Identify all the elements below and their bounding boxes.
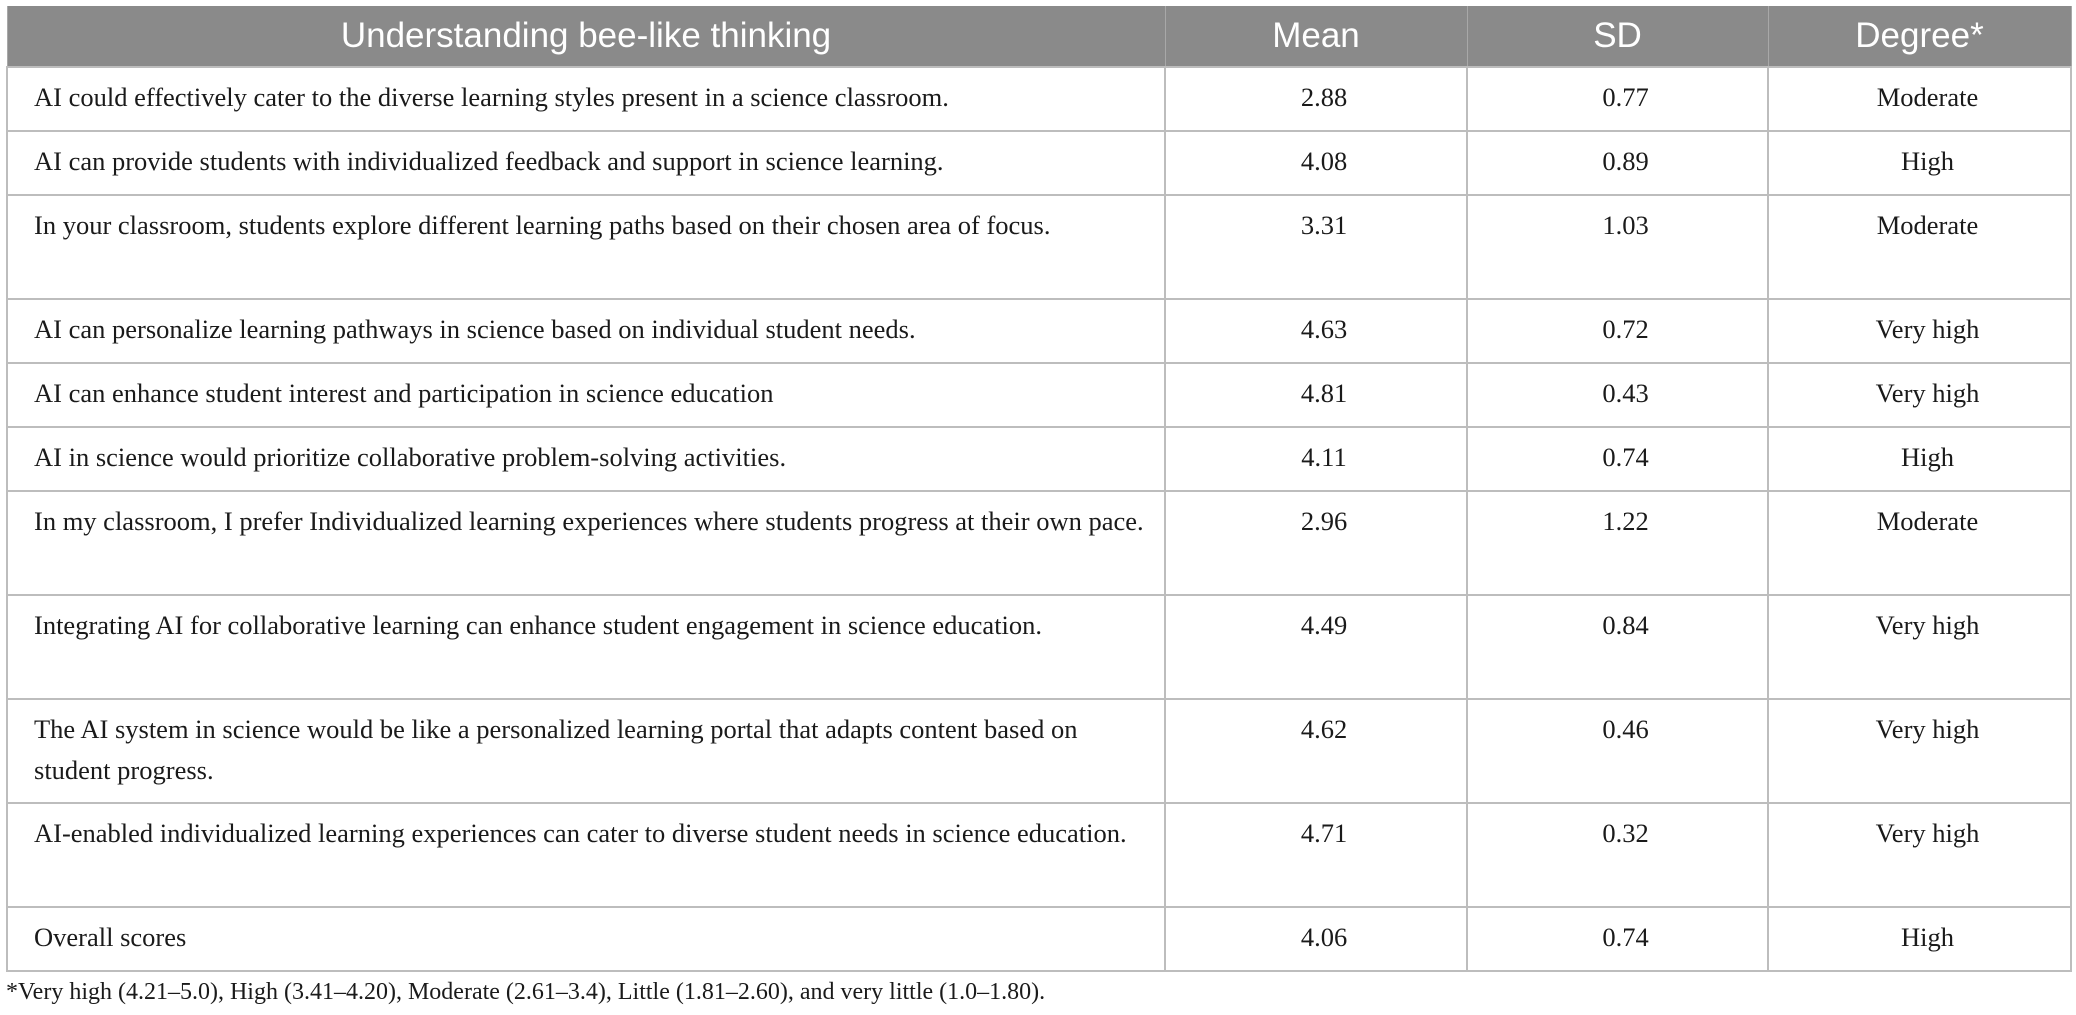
header-degree: Degree*	[1768, 6, 2071, 67]
statement-cell: AI can enhance student interest and participation in science education	[7, 363, 1165, 427]
degree-cell: Very high	[1768, 803, 2071, 907]
statement-cell: Integrating AI for collaborative learning can enhance student engagement in science education.	[7, 595, 1165, 699]
degree-cell: High	[1768, 427, 2071, 491]
mean-cell: 3.31	[1165, 195, 1467, 299]
table-row	[7, 699, 2071, 803]
table-row	[7, 195, 2071, 299]
table-row	[7, 299, 2071, 363]
degree-cell: High	[1768, 907, 2071, 971]
sd-cell: 1.22	[1467, 491, 1768, 595]
header-mean: Mean	[1165, 6, 1467, 67]
table-row	[7, 803, 2071, 907]
results-table	[6, 6, 2072, 972]
sd-cell: 0.84	[1467, 595, 1768, 699]
mean-cell: 4.11	[1165, 427, 1467, 491]
mean-cell: 2.96	[1165, 491, 1467, 595]
table-row	[7, 427, 2071, 491]
degree-cell: Very high	[1768, 363, 2071, 427]
results-table-wrapper	[6, 6, 2070, 972]
table-row	[7, 595, 2071, 699]
statement-cell: In my classroom, I prefer Individualized learning experiences where students progress at their own pace.	[7, 491, 1165, 595]
statement-cell: The AI system in science would be like a personalized learning portal that adapts content based on student progress.	[7, 699, 1165, 803]
table-row	[7, 67, 2071, 131]
mean-cell: 4.49	[1165, 595, 1467, 699]
table-footnote: *Very high (4.21–5.0), High (3.41–4.20), Moderate (2.61–3.4), Little (1.81–2.60), and very little (1.0–1.80).	[6, 979, 1046, 1005]
mean-cell: 4.81	[1165, 363, 1467, 427]
sd-cell: 0.89	[1467, 131, 1768, 195]
degree-cell: Moderate	[1768, 195, 2071, 299]
degree-cell: Very high	[1768, 299, 2071, 363]
degree-cell: Very high	[1768, 595, 2071, 699]
statement-cell: Overall scores	[7, 907, 1165, 971]
statement-cell: AI can personalize learning pathways in science based on individual student needs.	[7, 299, 1165, 363]
sd-cell: 0.74	[1467, 427, 1768, 491]
statement-cell: In your classroom, students explore different learning paths based on their chosen area of focus.	[7, 195, 1165, 299]
degree-cell: High	[1768, 131, 2071, 195]
mean-cell: 4.06	[1165, 907, 1467, 971]
table-row	[7, 363, 2071, 427]
table-header-row	[7, 6, 2071, 67]
statement-cell: AI can provide students with individualized feedback and support in science learning.	[7, 131, 1165, 195]
mean-cell: 4.62	[1165, 699, 1467, 803]
degree-cell: Moderate	[1768, 491, 2071, 595]
degree-cell: Moderate	[1768, 67, 2071, 131]
header-statement: Understanding bee-like thinking	[7, 6, 1165, 67]
sd-cell: 0.74	[1467, 907, 1768, 971]
sd-cell: 0.46	[1467, 699, 1768, 803]
statement-cell: AI-enabled individualized learning experiences can cater to diverse student needs in science education.	[7, 803, 1165, 907]
mean-cell: 2.88	[1165, 67, 1467, 131]
mean-cell: 4.63	[1165, 299, 1467, 363]
header-sd: SD	[1467, 6, 1768, 67]
mean-cell: 4.08	[1165, 131, 1467, 195]
sd-cell: 0.77	[1467, 67, 1768, 131]
mean-cell: 4.71	[1165, 803, 1467, 907]
statement-cell: AI in science would prioritize collaborative problem-solving activities.	[7, 427, 1165, 491]
sd-cell: 0.72	[1467, 299, 1768, 363]
degree-cell: Very high	[1768, 699, 2071, 803]
sd-cell: 0.43	[1467, 363, 1768, 427]
sd-cell: 1.03	[1467, 195, 1768, 299]
table-row	[7, 491, 2071, 595]
statement-cell: AI could effectively cater to the diverse learning styles present in a science classroom.	[7, 67, 1165, 131]
table-row-overall	[7, 907, 2071, 971]
table-row	[7, 131, 2071, 195]
sd-cell: 0.32	[1467, 803, 1768, 907]
